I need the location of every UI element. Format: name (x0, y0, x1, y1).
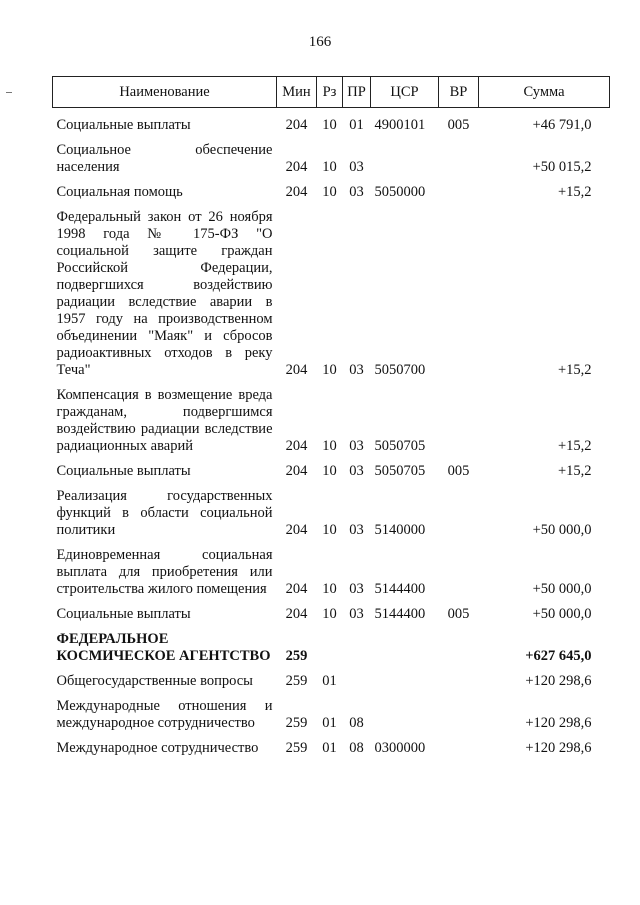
row-rz: 10 (322, 438, 337, 454)
row-rz: 01 (322, 715, 337, 731)
table-row (53, 176, 610, 201)
row-name: Международные отношения и международное сотрудничество (56, 698, 273, 731)
row-sum: +50 015,2 (532, 159, 592, 175)
row-name: Социальные выплаты (56, 463, 191, 479)
row-csr (371, 690, 439, 732)
row-pr: 03 (349, 581, 364, 597)
row-csr: 5050705 (374, 438, 426, 454)
row-rz: 10 (322, 184, 337, 200)
row-min: 259 (285, 715, 308, 731)
table-row (53, 455, 610, 480)
row-csr: 5050700 (374, 362, 426, 378)
row-vr: 005 (447, 463, 470, 479)
table-row (53, 134, 610, 176)
row-csr: 5144400 (374, 581, 426, 597)
table-row (53, 480, 610, 539)
row-csr (371, 623, 439, 665)
row-vr (439, 732, 479, 757)
row-pr: 03 (349, 159, 364, 175)
header-rz: Рз (317, 77, 343, 108)
row-name: Единовременная социальная выплата для приобретения или строительства жилого помещения (56, 547, 273, 597)
row-rz (317, 623, 343, 665)
row-min: 204 (285, 184, 308, 200)
row-pr: 03 (349, 438, 364, 454)
row-csr: 5140000 (374, 522, 426, 538)
row-sum: +15,2 (557, 463, 592, 479)
row-min: 204 (285, 438, 308, 454)
table-header-row (53, 77, 610, 108)
row-name: Компенсация в возмещение вреда гражданам, подвергшимся воздействию радиации вследствие радиационных аварий (56, 387, 273, 454)
table-row (53, 539, 610, 598)
header-csr: ЦСР (371, 77, 439, 108)
row-min: 204 (285, 159, 308, 175)
row-vr (439, 176, 479, 201)
row-name: Международное сотрудничество (56, 740, 259, 756)
row-csr (371, 134, 439, 176)
row-name: Социальная помощь (56, 184, 183, 200)
row-vr (439, 480, 479, 539)
row-name: Социальные выплаты (56, 606, 191, 622)
row-pr: 08 (349, 740, 364, 756)
header-sum: Сумма (479, 77, 610, 108)
row-sum: +120 298,6 (525, 715, 592, 731)
row-vr: 005 (447, 606, 470, 622)
row-pr: 08 (349, 715, 364, 731)
row-sum: +15,2 (557, 438, 592, 454)
row-rz: 10 (322, 581, 337, 597)
row-pr: 03 (349, 184, 364, 200)
row-name: Социальные выплаты (56, 117, 191, 133)
row-pr (343, 623, 371, 665)
row-name: ФЕДЕРАЛЬНОЕ КОСМИЧЕСКОЕ АГЕНТСТВО (56, 631, 271, 664)
table-row (53, 108, 610, 135)
row-min: 204 (285, 606, 308, 622)
row-csr: 5050000 (374, 184, 426, 200)
row-vr (439, 665, 479, 690)
row-vr (439, 539, 479, 598)
row-min: 204 (285, 463, 308, 479)
header-pr: ПР (343, 77, 371, 108)
row-pr: 03 (349, 362, 364, 378)
row-rz: 10 (322, 362, 337, 378)
table-row (53, 623, 610, 665)
row-min: 259 (285, 673, 308, 689)
row-sum: +15,2 (557, 184, 592, 200)
row-sum: +50 000,0 (532, 581, 592, 597)
row-csr: 5050705 (374, 463, 426, 479)
row-sum: +120 298,6 (525, 673, 592, 689)
table-row (53, 690, 610, 732)
row-name: Реализация государственных функций в области социальной политики (56, 488, 273, 538)
row-sum: +15,2 (557, 362, 592, 378)
row-csr: 5144400 (374, 606, 426, 622)
header-vr: ВР (439, 77, 479, 108)
row-rz: 10 (322, 463, 337, 479)
table-row (53, 201, 610, 379)
page-number: 166 (308, 34, 332, 50)
row-min: 259 (285, 648, 308, 664)
row-csr (371, 665, 439, 690)
budget-table (52, 76, 610, 757)
table-row (53, 598, 610, 623)
header-min: Мин (277, 77, 317, 108)
row-rz: 01 (322, 673, 337, 689)
row-pr: 03 (349, 606, 364, 622)
row-name: Федеральный закон от 26 ноября 1998 года № 175-ФЗ "О социальной защите граждан Российской Федерации, подвергшихся воздействию радиации вследствие аварии в 1957 году на производственном объединении "Маяк" и сбросов радиоактивных отходов в реку Теча" (56, 209, 273, 378)
row-vr (439, 134, 479, 176)
row-name: Социальное обеспечение населения (56, 142, 273, 175)
row-min: 259 (285, 740, 308, 756)
row-vr (439, 201, 479, 379)
row-sum: +46 791,0 (532, 117, 592, 133)
header-name: Наименование (53, 77, 277, 108)
row-vr (439, 690, 479, 732)
row-rz: 10 (322, 117, 337, 133)
table-row (53, 732, 610, 757)
row-pr (343, 665, 371, 690)
row-sum: +50 000,0 (532, 522, 592, 538)
row-rz: 10 (322, 606, 337, 622)
row-min: 204 (285, 581, 308, 597)
row-name: Общегосударственные вопросы (56, 673, 253, 689)
row-vr (439, 379, 479, 455)
row-sum: +50 000,0 (532, 606, 592, 622)
row-min: 204 (285, 362, 308, 378)
row-csr: 0300000 (374, 740, 426, 756)
row-pr: 03 (349, 463, 364, 479)
row-min: 204 (285, 117, 308, 133)
row-sum: +120 298,6 (525, 740, 592, 756)
row-rz: 01 (322, 740, 337, 756)
row-sum: +627 645,0 (525, 648, 592, 664)
row-rz: 10 (322, 159, 337, 175)
row-pr: 03 (349, 522, 364, 538)
row-vr (439, 623, 479, 665)
table-row (53, 665, 610, 690)
table-row (53, 379, 610, 455)
row-pr: 01 (349, 117, 364, 133)
row-rz: 10 (322, 522, 337, 538)
row-csr: 4900101 (374, 117, 426, 133)
row-min: 204 (285, 522, 308, 538)
margin-mark (6, 92, 12, 93)
row-vr: 005 (447, 117, 470, 133)
